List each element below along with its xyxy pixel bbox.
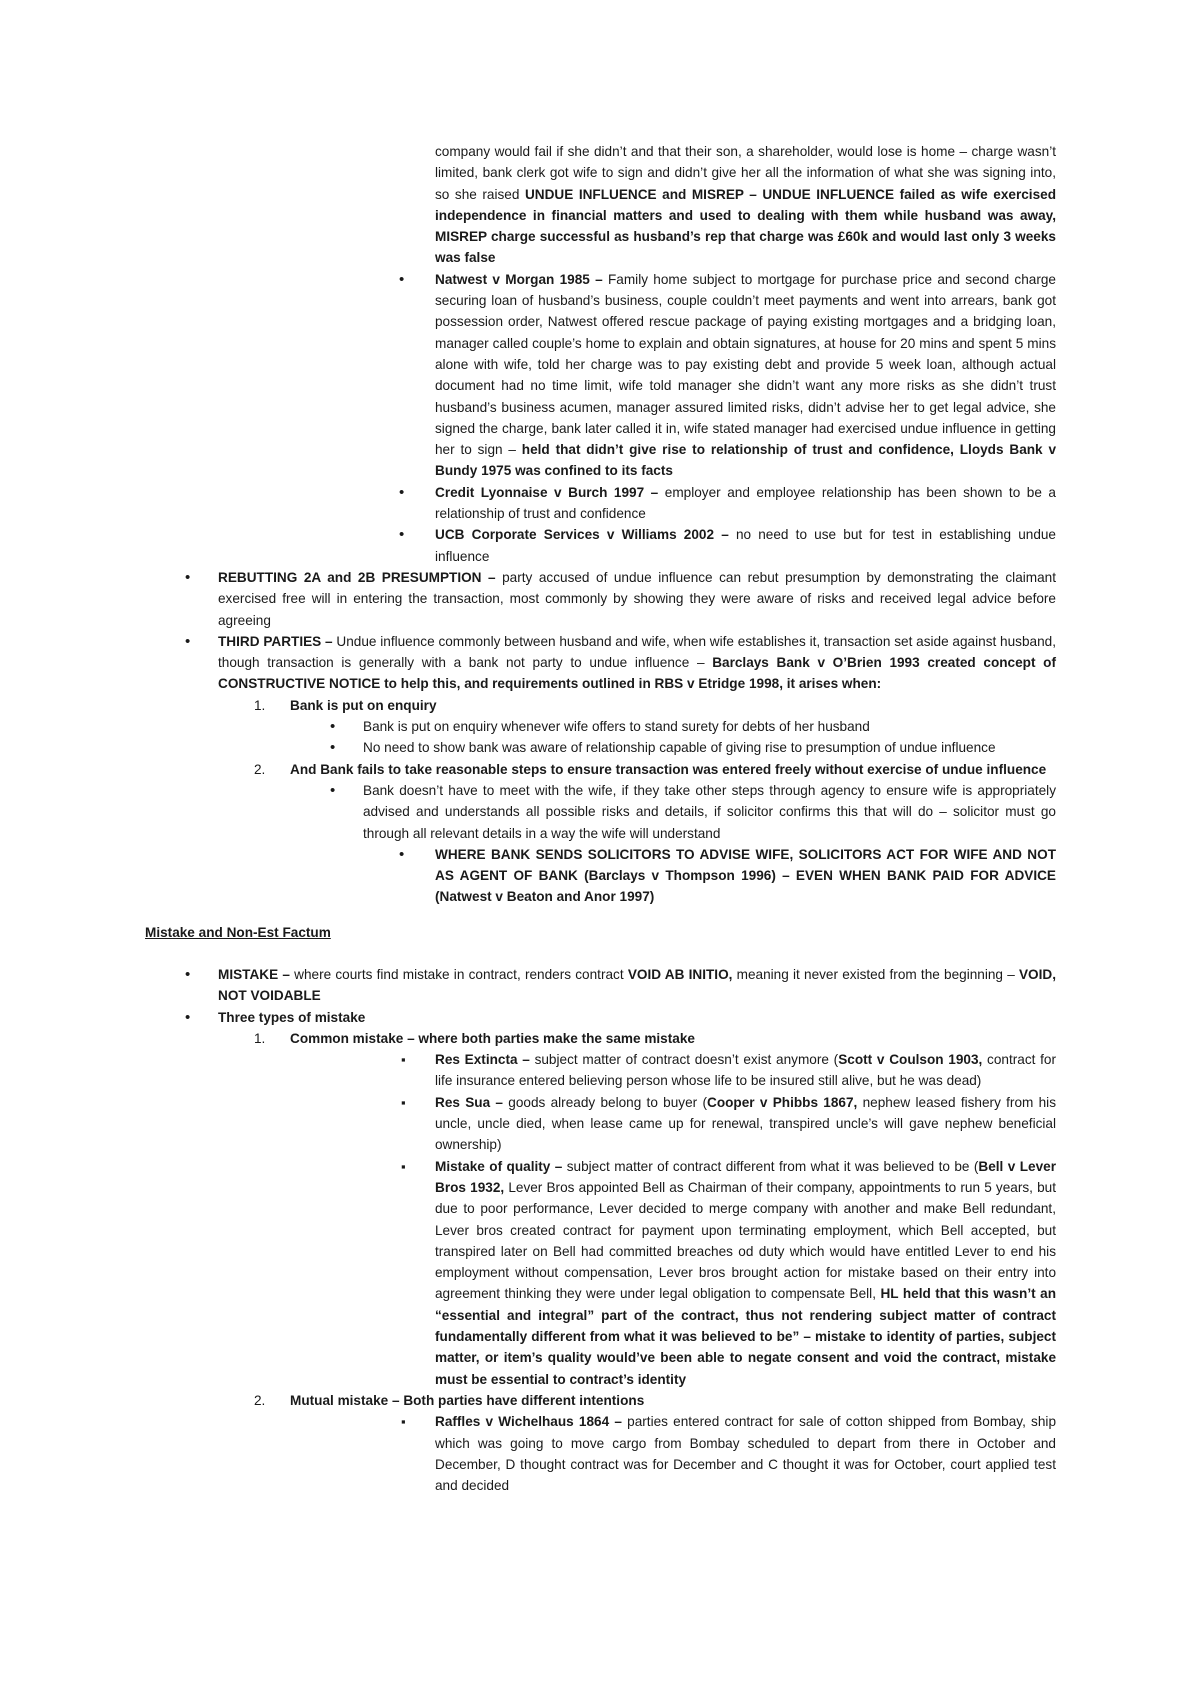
sub-bullet: • Bank doesn’t have to meet with the wife, if they take other steps through agency to ensure wife is appropriately advised and understands all possible risks and details, if solicitor confirms this that will do – solicitor must go through all relevant details in a way the wife will understand bbox=[363, 780, 1056, 844]
text-run: where courts find mistake in contract, renders contract bbox=[289, 966, 628, 982]
text-run: Lever Bros appointed Bell as Chairman of their company, appointments to run 5 years, but due to poor performance, Lever decided to merge company with another and make Bell redundant, Lever bros created contract for payment upon terminating employment, which Bell accepted, but transpired later on Bell had committed breaches od duty which would have entitled Lever to end his employment without compensation, Lever bros brought action for mistake based on their entry into agreement thinking they were under legal obligation to compensate Bell, bbox=[435, 1179, 1057, 1302]
bold-text-run: Barclays Bank v O’Brien 1993 created concept of CONSTRUCTIVE NOTICE to help this, and requirements outlined in RBS v Etridge 1998, it arises when: bbox=[218, 655, 1056, 692]
sub-bullet: • No need to show bank was aware of relationship capable of giving rise to presumption of undue influence bbox=[363, 737, 1056, 758]
square-bullet-mistake-of-quality bbox=[435, 1156, 1056, 1390]
case-credit-lyonnaise-v-burch bbox=[435, 482, 1056, 525]
item-number: 1. bbox=[254, 697, 266, 713]
item-text: And Bank fails to take reasonable steps to ensure transaction was entered freely without exercise of undue influence bbox=[290, 761, 1047, 777]
item-number: 1. bbox=[254, 1030, 266, 1046]
text-run: subject matter of contract different from what it was believed to be ( bbox=[562, 1158, 979, 1174]
point-third-parties bbox=[218, 631, 1056, 695]
item-text: Common mistake – where both parties make the same mistake bbox=[290, 1030, 695, 1046]
text-run: Family home subject to mortgage for purchase price and second charge securing loan of husband’s business, couple couldn’t meet payments and went into arrears, bank got possession order, Natwest offered rescue package of paying existing mortgages and a bridging loan, manager called couple’s home to explain and obtain signatures, at house for 20 mins and spent 5 mins alone with wife, told her charge was to pay existing debt and provide 5 week loan, although actual document had no time limit, wife told manager she didn’t want any more risks as she didn’t trust husband’s business acumen, manager assured limited risks, didn’t advise her to get legal advice, she signed the charge, bank later called it in, wife stated manager had exercised undue influence in getting her to sign – bbox=[435, 271, 1056, 458]
bold-text-run: THIRD PARTIES – bbox=[218, 633, 333, 649]
square-bullet-res-sua bbox=[435, 1092, 1056, 1156]
bold-text-run: Bell v Lever Bros 1932, bbox=[435, 1158, 1056, 1195]
text-run: nephew leased fishery from his uncle, uncle died, when lease came up for renewal, transpired uncle’s will gave nephew beneficial ownership) bbox=[435, 1094, 1056, 1153]
text-run: subject matter of contract doesn’t exist anymore ( bbox=[529, 1052, 839, 1068]
bold-text-run: VOID AB INITIO, bbox=[627, 966, 733, 982]
bold-text-run: Scott v Coulson 1903, bbox=[838, 1052, 983, 1068]
bold-text-run: held that didn’t give rise to relationship of trust and confidence, Lloyds Bank v Bundy 1975 was confined to its facts bbox=[435, 442, 1057, 479]
bold-text-run: Natwest v Morgan 1985 – bbox=[435, 271, 603, 287]
bold-text-run: Mistake of quality – bbox=[435, 1158, 563, 1174]
item-number: 2. bbox=[254, 761, 266, 777]
text-run: company would fail if she didn’t and that their son, a shareholder, would lose is home – charge wasn’t limited, bank clerk got wife to sign and didn’t give her all the information of what she was signing into, so she raised bbox=[435, 144, 1056, 202]
section-heading: Mistake and Non-Est Factum bbox=[145, 924, 331, 940]
square-bullet-raffles-v-wichelhaus bbox=[435, 1411, 1056, 1496]
bold-text-run: HL held that this wasn’t an “essential and integral” part of the contract, thus not rendering subject matter of contract fundamentally different from what it was believed to be” – mistake to identity of parties, subject matter, or item’s quality would’ve been able to negate consent and void the contract, mistake must be essential to contract’s identity bbox=[435, 1286, 1057, 1387]
bold-text: WHERE BANK SENDS SOLICITORS TO ADVISE WIFE, SOLICITORS ACT FOR WIFE AND NOT AS AGENT OF BANK (Barclays v Thompson 1996) – EVEN WHEN BANK PAID FOR ADVICE (Natwest v Beaton and Anor 1997) bbox=[435, 846, 1056, 905]
numbered-item-mutual-mistake bbox=[254, 1390, 1056, 1411]
bold-text-run: Credit Lyonnaise v Burch 1997 – bbox=[435, 484, 659, 500]
case-natwest-v-morgan bbox=[435, 269, 1056, 482]
item-text: Mutual mistake – Both parties have different intentions bbox=[290, 1392, 645, 1408]
text-run: Undue influence commonly between husband and wife, when wife establishes it, transaction set aside against husband, though transaction is generally with a bank not party to undue influence – bbox=[218, 633, 1056, 671]
bold-text-run: Raffles v Wichelhaus 1864 – bbox=[435, 1414, 622, 1430]
bold-text-run: Res Sua – bbox=[435, 1094, 503, 1110]
bold-text-run: UNDUE INFLUENCE and MISREP – UNDUE INFLUENCE failed as wife exercised independence in financial matters and used to dealing with them while husband was away, MISREP charge successful as husband’s rep that charge was £60k and would last only 3 weeks was false bbox=[435, 186, 1056, 266]
point-mistake bbox=[218, 964, 1056, 1007]
bold-text-run: Cooper v Phibbs 1867, bbox=[707, 1094, 858, 1110]
bold-text-run: MISTAKE – bbox=[218, 966, 290, 982]
item-text: Bank is put on enquiry bbox=[290, 697, 437, 713]
bold-text-run: UCB Corporate Services v Williams 2002 – bbox=[435, 527, 729, 543]
point-three-types bbox=[218, 1007, 1056, 1028]
bold-text: Three types of mistake bbox=[218, 1009, 366, 1025]
text-run: no need to use but for test in establishing undue influence bbox=[435, 527, 1056, 564]
bold-text-run: VOID, NOT VOIDABLE bbox=[218, 966, 1056, 1004]
bold-text-run: Res Extincta – bbox=[435, 1052, 530, 1068]
numbered-item-reasonable-steps bbox=[254, 759, 1056, 780]
text-run: employer and employee relationship has been shown to be a relationship of trust and confidence bbox=[435, 484, 1056, 522]
numbered-item-bank-on-enquiry bbox=[254, 695, 1056, 716]
text-run: goods already belong to buyer ( bbox=[503, 1094, 707, 1110]
item-number: 2. bbox=[254, 1392, 266, 1408]
point-rebutting-presumption bbox=[218, 567, 1056, 631]
bold-text-run: REBUTTING 2A and 2B PRESUMPTION – bbox=[218, 569, 496, 585]
text-run: parties entered contract for sale of cotton shipped from Bombay, ship which was going to move cargo from Bombay scheduled to depart from there in October and December, D thought contract was for December and C thought it was for October, court applied test and decided bbox=[435, 1414, 1056, 1494]
text-run: meaning it never existed from the beginning – bbox=[732, 966, 1019, 982]
sub-bullet: • Bank is put on enquiry whenever wife offers to stand surety for debts of her husband bbox=[363, 716, 1056, 737]
square-bullet-res-extincta bbox=[435, 1049, 1056, 1092]
case-ucb-v-williams bbox=[435, 524, 1056, 567]
sub-sub-bullet-solicitors bbox=[435, 844, 1056, 908]
text-run: contract for life insurance entered believing person whose life to be insured still alive, but he was dead) bbox=[435, 1052, 1056, 1089]
numbered-item-common-mistake bbox=[254, 1028, 1056, 1049]
text-run: party accused of undue influence can rebut presumption by demonstrating the claimant exercised free will in entering the transaction, most commonly by showing they were aware of risks and received legal advice before agreeing bbox=[218, 569, 1056, 628]
paragraph-continuation bbox=[435, 141, 1056, 269]
